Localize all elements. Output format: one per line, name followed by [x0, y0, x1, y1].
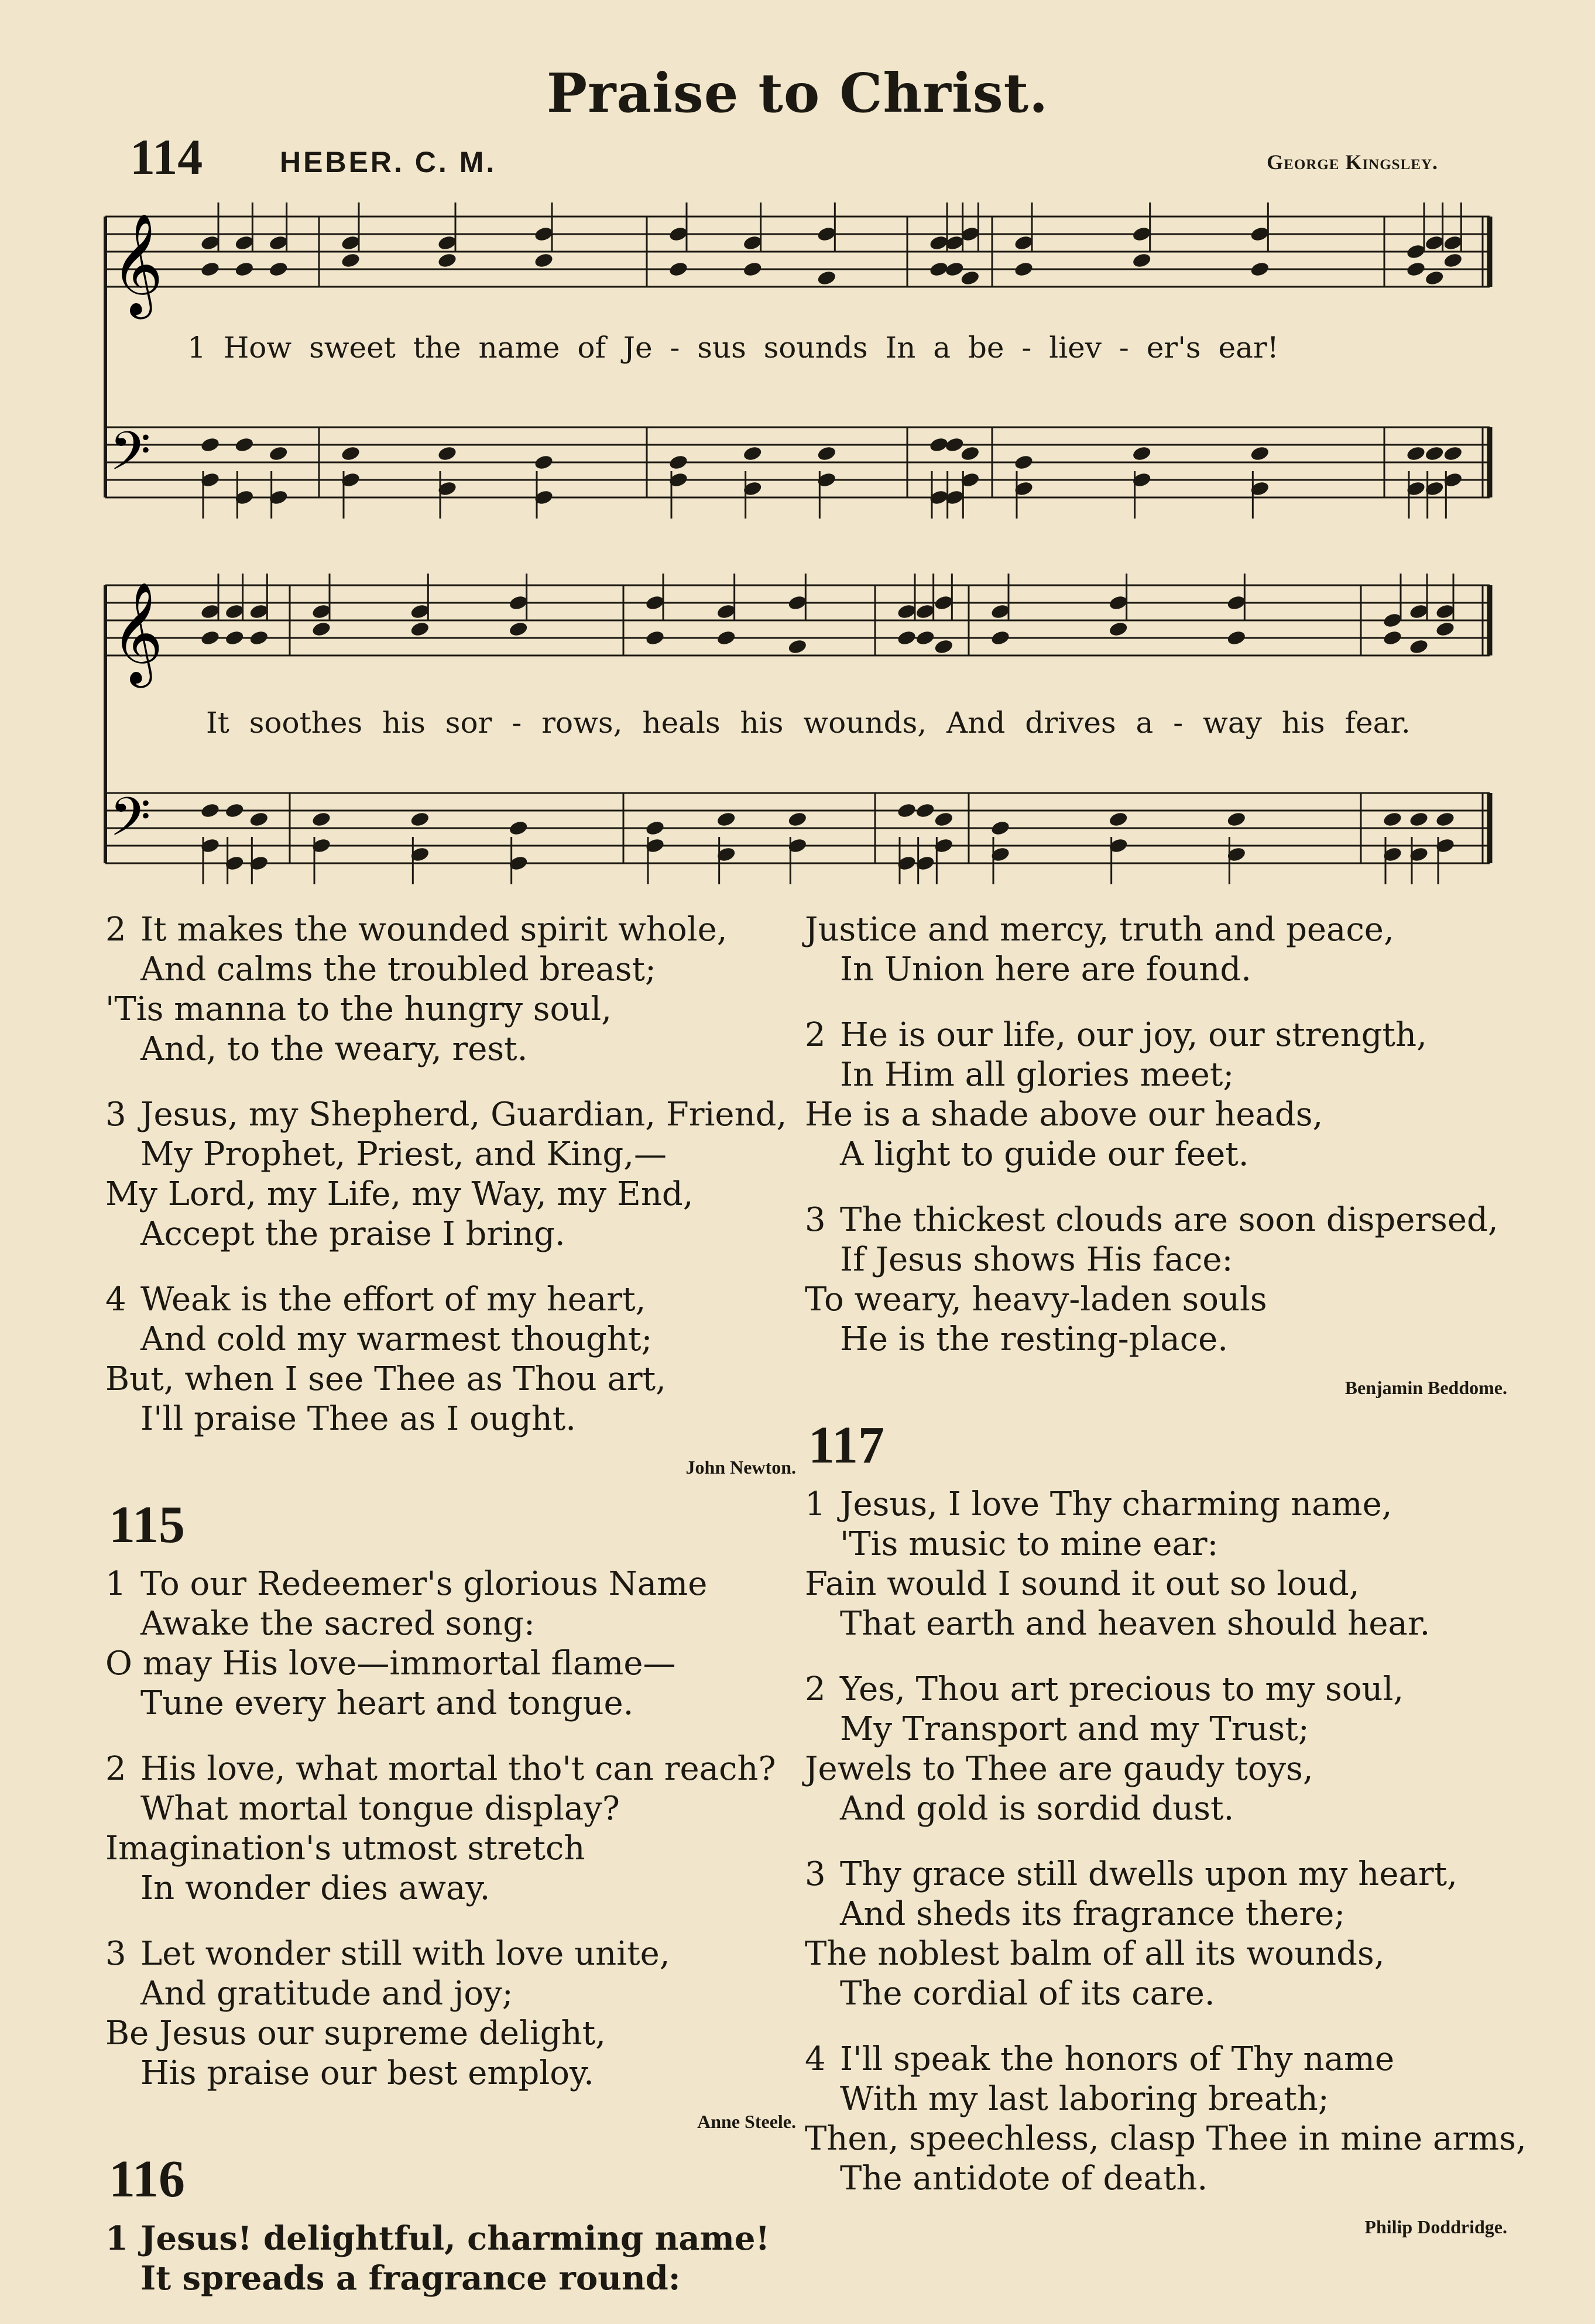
- page-title: Praise to Christ.: [546, 61, 1049, 125]
- note-head: [1424, 269, 1445, 286]
- note-head: [200, 629, 220, 646]
- note-head: [200, 603, 220, 620]
- note-head: [268, 234, 289, 251]
- stanza-line-text: 'Tis manna to the hungry soul,: [105, 990, 612, 1028]
- left-column: [105, 910, 796, 2324]
- stanza-line: [105, 2219, 796, 2258]
- note-head: [533, 225, 554, 242]
- stanza-line-text: Justice and mercy, truth and peace,: [805, 911, 1394, 949]
- hymn-number-114: 114: [130, 129, 203, 185]
- note-head: [915, 629, 935, 646]
- stanza-line: [805, 1095, 1507, 1135]
- note-head: [1405, 260, 1426, 277]
- stanza: [805, 910, 1507, 990]
- hymn-number: 115: [109, 1496, 186, 1554]
- stanza-line-text: It makes the wounded spirit whole,: [140, 911, 728, 949]
- stanza-line-text: In Union here are found.: [840, 950, 1251, 988]
- note-head: [716, 811, 736, 828]
- note-head: [437, 445, 457, 462]
- stanza-line-text: That earth and heaven should hear.: [840, 1605, 1431, 1643]
- stanza-line-text: My Lord, my Life, my Way, my End,: [105, 1175, 694, 1213]
- note-head: [410, 620, 430, 637]
- note-head: [437, 234, 457, 251]
- stanza-line: [805, 2159, 1507, 2199]
- stanza-number: 3: [805, 1855, 826, 1893]
- note-head: [234, 234, 255, 251]
- stanza-line-text: What mortal tongue display?: [140, 1790, 620, 1828]
- stanza: [105, 1280, 796, 1439]
- stanza-line-text: It spreads a fragrance round:: [140, 2259, 681, 2298]
- stanza-line-text: Jesus! delightful, charming name!: [140, 2219, 770, 2258]
- note-head: [224, 603, 245, 620]
- stanza-line: [105, 1175, 796, 1214]
- stanza-line-text: The noblest balm of all its wounds,: [805, 1935, 1385, 1973]
- stanza-line: [105, 1399, 796, 1439]
- stanza-line-text: Then, speechless, clasp Thee in mine arms,: [805, 2120, 1527, 2158]
- note-head: [1013, 260, 1034, 277]
- note-head: [224, 802, 245, 819]
- stanza-line: [105, 1095, 796, 1135]
- stanza: [805, 1485, 1507, 1644]
- note-head: [311, 811, 331, 828]
- lyric-line-1: 1 How sweet the name of Je - sus sounds In a be - liev - er's ear!: [187, 331, 1279, 365]
- note-head: [410, 811, 430, 828]
- treble-clef-icon: 𝄞: [111, 582, 163, 684]
- note-head: [742, 445, 763, 462]
- stanza-number: 1: [105, 1565, 126, 1603]
- stanza-line: [105, 2054, 796, 2093]
- note-head: [1443, 445, 1463, 462]
- stanza: [805, 1855, 1507, 2014]
- stanza-line-text: I'll praise Thee as I ought.: [140, 1400, 577, 1438]
- note-head: [928, 436, 949, 453]
- stanza-line-text: To weary, heavy-laden souls: [805, 1281, 1267, 1319]
- stanza-line-text: My Prophet, Priest, and King,—: [140, 1135, 667, 1173]
- note-head: [990, 629, 1010, 646]
- note-head: [200, 436, 220, 453]
- note-head: [1408, 638, 1429, 655]
- stanza-line: [105, 1135, 796, 1175]
- stanza-number: 3: [805, 1201, 826, 1239]
- note-head: [533, 252, 554, 269]
- note-head: [787, 638, 808, 655]
- author-credit: John Newton.: [685, 1457, 796, 1478]
- stanza-line: [105, 950, 796, 990]
- stanza-line-text: Awake the sacred song:: [140, 1605, 535, 1643]
- note-head: [249, 603, 269, 620]
- stanza: [805, 1015, 1507, 1175]
- stanza-line-text: Let wonder still with love unite,: [140, 1935, 670, 1973]
- note-head: [340, 445, 361, 462]
- stanza-line: [805, 1135, 1507, 1175]
- stanza-line: [805, 1604, 1507, 1644]
- stanza-line: [805, 1855, 1507, 1894]
- stanza-line: [805, 1200, 1507, 1240]
- stanza: [805, 2040, 1527, 2199]
- stanza-line-text: To our Redeemer's glorious Name: [140, 1565, 708, 1603]
- note-head: [200, 234, 220, 251]
- stanza-line-text: He is our life, our joy, our strength,: [840, 1016, 1427, 1054]
- stanza-line: [805, 1789, 1507, 1829]
- note-head: [896, 629, 917, 646]
- note-head: [1250, 445, 1270, 462]
- note-head: [1013, 454, 1034, 471]
- stanza-number: 4: [805, 2040, 826, 2078]
- note-head: [1424, 445, 1445, 462]
- stanza-line: [105, 1029, 796, 1069]
- note-head: [716, 603, 736, 620]
- note-head: [1250, 260, 1270, 277]
- stanza-line: [105, 1214, 796, 1254]
- note-head: [668, 454, 688, 471]
- stanza-line-text: And, to the weary, rest.: [140, 1030, 528, 1068]
- stanza-line: [105, 1280, 796, 1320]
- stanza-line: [805, 2079, 1507, 2119]
- author-credit: Philip Doddridge.: [1364, 2216, 1507, 2237]
- stanza-line: [805, 1974, 1507, 2014]
- note-head: [944, 436, 965, 453]
- stanza: [105, 1564, 796, 1724]
- stanza-line: [805, 1485, 1507, 1525]
- stanza-line: [105, 1789, 796, 1829]
- stanza-line-text: With my last laboring breath;: [840, 2080, 1329, 2118]
- stanza-number: 2: [105, 1750, 126, 1788]
- stanza-line-text: Be Jesus our supreme delight,: [105, 2014, 606, 2052]
- stanza-line-text: Thy grace still dwells upon my heart,: [840, 1855, 1457, 1893]
- stanza-line: [105, 2258, 796, 2298]
- note-head: [787, 594, 808, 611]
- stanza-line: [805, 1240, 1507, 1280]
- note-head: [268, 260, 289, 277]
- note-head: [234, 260, 255, 277]
- note-head: [1250, 225, 1270, 242]
- stanza-line: [105, 910, 796, 950]
- stanza-number: 2: [805, 1670, 826, 1708]
- note-head: [1405, 445, 1426, 462]
- note-head: [1013, 234, 1034, 251]
- note-head: [1108, 620, 1128, 637]
- stanza-line-text: And sheds its fragrance there;: [840, 1895, 1346, 1933]
- stanza-line-text: But, when I see Thee as Thou art,: [105, 1360, 666, 1398]
- stanza-line-text: His love, what mortal tho't can reach?: [140, 1750, 776, 1788]
- stanza-line-text: In Him all glories meet;: [840, 1056, 1234, 1094]
- stanza-line-text: Tune every heart and tongue.: [140, 1684, 634, 1722]
- note-head: [224, 629, 245, 646]
- lyric-line-2: It soothes his sor - rows, heals his wounds, And drives a - way his fear.: [206, 706, 1411, 740]
- note-head: [990, 603, 1010, 620]
- note-head: [915, 603, 935, 620]
- note-head: [311, 620, 331, 637]
- note-head: [896, 802, 917, 819]
- note-head: [928, 234, 949, 251]
- stanza-line: [805, 2040, 1507, 2079]
- note-head: [1226, 629, 1247, 646]
- note-head: [896, 603, 917, 620]
- stanza-line-text: And cold my warmest thought;: [140, 1320, 653, 1358]
- note-head: [1435, 811, 1455, 828]
- stanza-line-text: The thickest clouds are soon dispersed,: [840, 1201, 1498, 1239]
- right-column: [805, 910, 1527, 2258]
- stanza-line-text: And gold is sordid dust.: [840, 1790, 1234, 1828]
- note-head: [249, 811, 269, 828]
- stanza-line-text: He is the resting-place.: [840, 1320, 1229, 1358]
- stanza-line: [105, 1749, 796, 1789]
- note-head: [1382, 629, 1402, 646]
- note-head: [249, 629, 269, 646]
- stanza-line-text: Accept the praise I bring.: [140, 1215, 565, 1253]
- note-head: [817, 269, 837, 286]
- stanza-line: [105, 1604, 796, 1644]
- stanza-line-text: Fain would I sound it out so loud,: [805, 1565, 1360, 1603]
- bass-clef-icon: 𝄢: [109, 786, 151, 861]
- note-head: [934, 638, 954, 655]
- stanza-line-text: If Jesus shows His face:: [840, 1241, 1233, 1279]
- note-head: [268, 445, 289, 462]
- stanza-line: [805, 2119, 1527, 2159]
- stanza-line: [805, 1525, 1507, 1564]
- stanza-line-text: 'Tis music to mine ear:: [840, 1525, 1219, 1563]
- stanza-line: [105, 1869, 796, 1908]
- note-head: [1424, 234, 1445, 251]
- stanza-line-text: In wonder dies away.: [140, 1869, 490, 1907]
- note-head: [928, 260, 949, 277]
- stanza-line-text: I'll speak the honors of Thy name: [840, 2040, 1395, 2078]
- stanza-number: 3: [105, 1096, 126, 1134]
- stanza-line-text: Jewels to Thee are gaudy toys,: [805, 1750, 1313, 1788]
- stanza: [105, 1934, 796, 2093]
- note-head: [1405, 243, 1426, 260]
- stanza-line: [105, 1934, 796, 1974]
- stanza-line: [105, 1320, 796, 1360]
- stanza-line-text: And gratitude and joy;: [140, 1975, 513, 2013]
- treble-clef-icon: 𝄞: [111, 213, 163, 315]
- note-head: [668, 260, 688, 277]
- stanza-line-text: He is a shade above our heads,: [805, 1096, 1323, 1134]
- note-head: [644, 629, 665, 646]
- note-head: [817, 445, 837, 462]
- note-head: [437, 252, 457, 269]
- stanza-line-text: His praise our best employ.: [140, 2054, 594, 2092]
- stanza-number: 1: [105, 2219, 128, 2258]
- note-head: [742, 234, 763, 251]
- note-head: [200, 802, 220, 819]
- stanza-line: [805, 1320, 1507, 1360]
- stanza-line: [805, 910, 1507, 950]
- note-head: [1435, 620, 1455, 637]
- note-head: [716, 629, 736, 646]
- note-head: [644, 594, 665, 611]
- stanza-line: [105, 1974, 796, 2014]
- composer: George Kingsley.: [1267, 150, 1438, 174]
- note-head: [508, 594, 529, 611]
- note-head: [742, 260, 763, 277]
- stanza-line: [805, 1709, 1507, 1749]
- note-head: [1408, 603, 1429, 620]
- note-head: [934, 594, 954, 611]
- stanza-line-text: Weak is the effort of my heart,: [140, 1281, 646, 1319]
- hymn-number: 116: [109, 2150, 186, 2208]
- hymn-number: 117: [808, 1416, 885, 1474]
- note-head: [1108, 594, 1128, 611]
- note-head: [508, 819, 529, 836]
- note-head: [1435, 603, 1455, 620]
- stanza-line: [805, 1894, 1507, 1934]
- stanza-line: [105, 1644, 796, 1684]
- stanza-line: [805, 1015, 1507, 1055]
- note-head: [668, 225, 688, 242]
- stanza: [105, 910, 796, 1069]
- note-head: [915, 802, 935, 819]
- stanza-line-text: And calms the troubled breast;: [140, 950, 656, 988]
- stanza-line-text: Jesus, my Shepherd, Guardian, Friend,: [140, 1096, 787, 1134]
- note-head: [1226, 594, 1247, 611]
- stanza-number: 3: [105, 1935, 126, 1973]
- note-head: [1382, 811, 1402, 828]
- stanza-line: [805, 1670, 1507, 1709]
- note-head: [340, 252, 361, 269]
- note-head: [1408, 811, 1429, 828]
- stanza-line: [805, 1564, 1507, 1604]
- stanza-line-text: A light to guide our feet.: [840, 1135, 1249, 1173]
- stanza: [105, 1095, 796, 1254]
- stanza-number: 2: [105, 911, 126, 949]
- stanza-line: [105, 1564, 796, 1604]
- stanza-line-text: Imagination's utmost stretch: [105, 1829, 585, 1868]
- stanza-line-text: The cordial of its care.: [840, 1975, 1215, 2013]
- stanza: [105, 2219, 796, 2298]
- note-head: [644, 819, 665, 836]
- stanza-line: [805, 1280, 1507, 1320]
- stanza-line: [105, 1360, 796, 1399]
- note-head: [990, 819, 1010, 836]
- stanza-line: [805, 1934, 1507, 1974]
- note-head: [1131, 252, 1152, 269]
- note-head: [960, 445, 980, 462]
- stanza-line: [805, 1055, 1507, 1095]
- note-head: [934, 811, 954, 828]
- stanza-line: [805, 1749, 1507, 1789]
- note-head: [944, 260, 965, 277]
- author-credit: Benjamin Beddome.: [1344, 1377, 1507, 1398]
- note-head: [1108, 811, 1128, 828]
- note-head: [1382, 612, 1402, 629]
- note-head: [960, 269, 980, 286]
- note-head: [1443, 252, 1463, 269]
- note-head: [234, 436, 255, 453]
- stanza-line-text: Yes, Thou art precious to my soul,: [840, 1670, 1404, 1708]
- note-head: [533, 454, 554, 471]
- note-head: [200, 260, 220, 277]
- note-head: [817, 225, 837, 242]
- note-head: [1226, 811, 1247, 828]
- note-head: [1131, 445, 1152, 462]
- stanza-line-text: My Transport and my Trust;: [840, 1710, 1309, 1748]
- stanza-line-text: Jesus, I love Thy charming name,: [840, 1485, 1392, 1523]
- stanza-line: [105, 990, 796, 1029]
- author-credit: Anne Steele.: [697, 2111, 796, 2132]
- stanza-line: [805, 950, 1507, 990]
- note-head: [410, 603, 430, 620]
- stanza-line: [105, 1829, 796, 1869]
- note-head: [340, 234, 361, 251]
- note-head: [1131, 225, 1152, 242]
- note-head: [508, 620, 529, 637]
- stanza-number: 1: [805, 1485, 826, 1523]
- stanza-line-text: The antidote of death.: [840, 2160, 1208, 2198]
- stanza-number: 4: [105, 1281, 126, 1319]
- stanza: [805, 1670, 1507, 1829]
- stanza: [805, 1200, 1507, 1360]
- note-head: [1443, 234, 1463, 251]
- bass-clef-icon: 𝄢: [109, 420, 151, 495]
- note-head: [787, 811, 808, 828]
- stanza-line-text: O may His love—immortal flame—: [105, 1645, 676, 1683]
- stanza-number: 2: [805, 1016, 826, 1054]
- stanza-line: [105, 1684, 796, 1724]
- tune-name: HEBER. C. M.: [280, 146, 497, 178]
- stanza: [105, 1749, 796, 1908]
- stanza-line: [105, 2014, 796, 2054]
- note-head: [311, 603, 331, 620]
